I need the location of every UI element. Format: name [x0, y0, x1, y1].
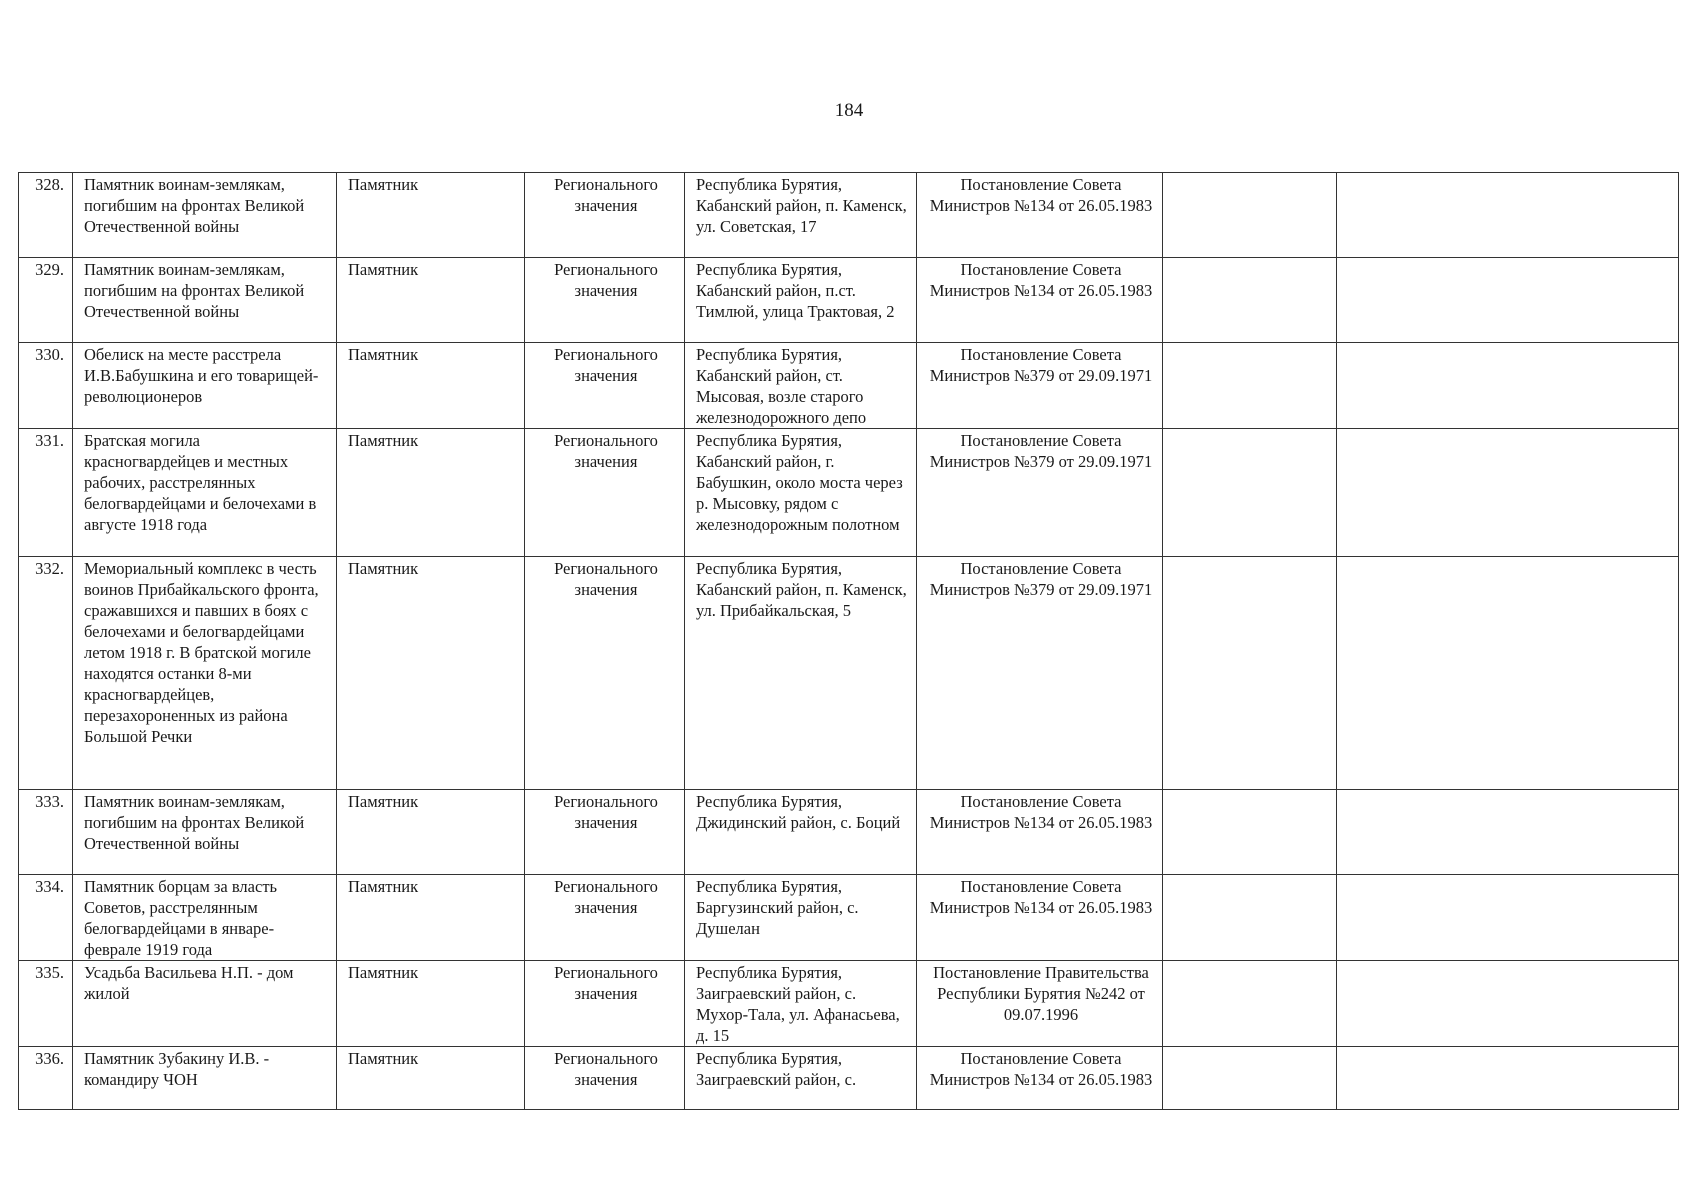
legal-document: Постановление Совета Министров №379 от 29.09.1971 [917, 557, 1163, 790]
legal-document: Постановление Правительства Республики Бурятия №242 от 09.07.1996 [917, 961, 1163, 1047]
row-number: 328. [19, 173, 73, 258]
table-row [19, 173, 1679, 258]
object-address: Республика Бурятия, Кабанский район, п. Каменск, ул. Советская, 17 [685, 173, 917, 258]
object-name: Памятник Зубакину И.В. - командиру ЧОН [73, 1047, 337, 1110]
table-row [19, 961, 1679, 1047]
significance-category: Регионального значения [525, 258, 685, 343]
significance-category: Регионального значения [525, 343, 685, 429]
legal-document: Постановление Совета Министров №134 от 26.05.1983 [917, 875, 1163, 961]
object-name: Памятник воинам-землякам, погибшим на фронтах Великой Отечественной войны [73, 790, 337, 875]
significance-category: Регионального значения [525, 875, 685, 961]
legal-document: Постановление Совета Министров №379 от 29.09.1971 [917, 429, 1163, 557]
object-name: Памятник борцам за власть Советов, расстрелянным белогвардейцами в январе-феврале 1919 года [73, 875, 337, 961]
object-address: Республика Бурятия, Кабанский район, г. Бабушкин, около моста через р. Мысовку, рядом с железнодорожным полотном [685, 429, 917, 557]
empty-cell [1337, 790, 1679, 875]
table-row [19, 429, 1679, 557]
empty-cell [1337, 1047, 1679, 1110]
legal-document: Постановление Совета Министров №134 от 26.05.1983 [917, 1047, 1163, 1110]
table-row [19, 343, 1679, 429]
table-row [19, 875, 1679, 961]
empty-cell [1337, 961, 1679, 1047]
empty-cell [1163, 429, 1337, 557]
significance-category: Регионального значения [525, 790, 685, 875]
row-number: 336. [19, 1047, 73, 1110]
empty-cell [1337, 557, 1679, 790]
empty-cell [1163, 258, 1337, 343]
row-number: 333. [19, 790, 73, 875]
empty-cell [1163, 173, 1337, 258]
significance-category: Регионального значения [525, 557, 685, 790]
row-number: 334. [19, 875, 73, 961]
empty-cell [1163, 1047, 1337, 1110]
object-address: Республика Бурятия, Баргузинский район, с. Душелан [685, 875, 917, 961]
row-number: 330. [19, 343, 73, 429]
object-type: Памятник [337, 790, 525, 875]
legal-document: Постановление Совета Министров №134 от 26.05.1983 [917, 790, 1163, 875]
object-type: Памятник [337, 258, 525, 343]
object-name: Усадьба Васильева Н.П. - дом жилой [73, 961, 337, 1047]
legal-document: Постановление Совета Министров №134 от 26.05.1983 [917, 258, 1163, 343]
object-address: Республика Бурятия, Джидинский район, с. Боций [685, 790, 917, 875]
object-type: Памятник [337, 961, 525, 1047]
significance-category: Регионального значения [525, 1047, 685, 1110]
object-name: Братская могила красногвардейцев и местных рабочих, расстрелянных белогвардейцами и белочехами в августе 1918 года [73, 429, 337, 557]
object-type: Памятник [337, 1047, 525, 1110]
object-name: Мемориальный комплекс в честь воинов Прибайкальского фронта, сражавшихся и павших в боях с белочехами и белогвардейцами летом 1918 г. В братской могиле находятся останки 8-ми красногвардейцев, перезахороненных из района Большой Речки [73, 557, 337, 790]
object-address: Республика Бурятия, Кабанский район, п. Каменск, ул. Прибайкальская, 5 [685, 557, 917, 790]
page-number: 184 [834, 100, 864, 121]
legal-document: Постановление Совета Министров №134 от 26.05.1983 [917, 173, 1163, 258]
significance-category: Регионального значения [525, 961, 685, 1047]
legal-document: Постановление Совета Министров №379 от 29.09.1971 [917, 343, 1163, 429]
object-address: Республика Бурятия, Кабанский район, ст. Мысовая, возле старого железнодорожного депо [685, 343, 917, 429]
empty-cell [1163, 875, 1337, 961]
row-number: 331. [19, 429, 73, 557]
table-row [19, 790, 1679, 875]
significance-category: Регионального значения [525, 173, 685, 258]
empty-cell [1163, 557, 1337, 790]
object-type: Памятник [337, 429, 525, 557]
empty-cell [1337, 429, 1679, 557]
empty-cell [1163, 961, 1337, 1047]
object-name: Памятник воинам-землякам, погибшим на фронтах Великой Отечественной войны [73, 173, 337, 258]
empty-cell [1163, 343, 1337, 429]
row-number: 329. [19, 258, 73, 343]
object-name: Памятник воинам-землякам, погибшим на фронтах Великой Отечественной войны [73, 258, 337, 343]
object-type: Памятник [337, 557, 525, 790]
object-type: Памятник [337, 343, 525, 429]
table-row [19, 557, 1679, 790]
row-number: 335. [19, 961, 73, 1047]
empty-cell [1337, 173, 1679, 258]
empty-cell [1163, 790, 1337, 875]
table-row [19, 1047, 1679, 1110]
empty-cell [1337, 258, 1679, 343]
empty-cell [1337, 875, 1679, 961]
row-number: 332. [19, 557, 73, 790]
table-row [19, 258, 1679, 343]
significance-category: Регионального значения [525, 429, 685, 557]
heritage-registry-table [18, 172, 1679, 1110]
object-type: Памятник [337, 875, 525, 961]
object-address: Республика Бурятия, Заиграевский район, с. Мухор-Тала, ул. Афанасьева, д. 15 [685, 961, 917, 1047]
object-type: Памятник [337, 173, 525, 258]
empty-cell [1337, 343, 1679, 429]
object-name: Обелиск на месте расстрела И.В.Бабушкина и его товарищей-революционеров [73, 343, 337, 429]
object-address: Республика Бурятия, Кабанский район, п.ст. Тимлюй, улица Трактовая, 2 [685, 258, 917, 343]
object-address: Республика Бурятия, Заиграевский район, с. [685, 1047, 917, 1110]
